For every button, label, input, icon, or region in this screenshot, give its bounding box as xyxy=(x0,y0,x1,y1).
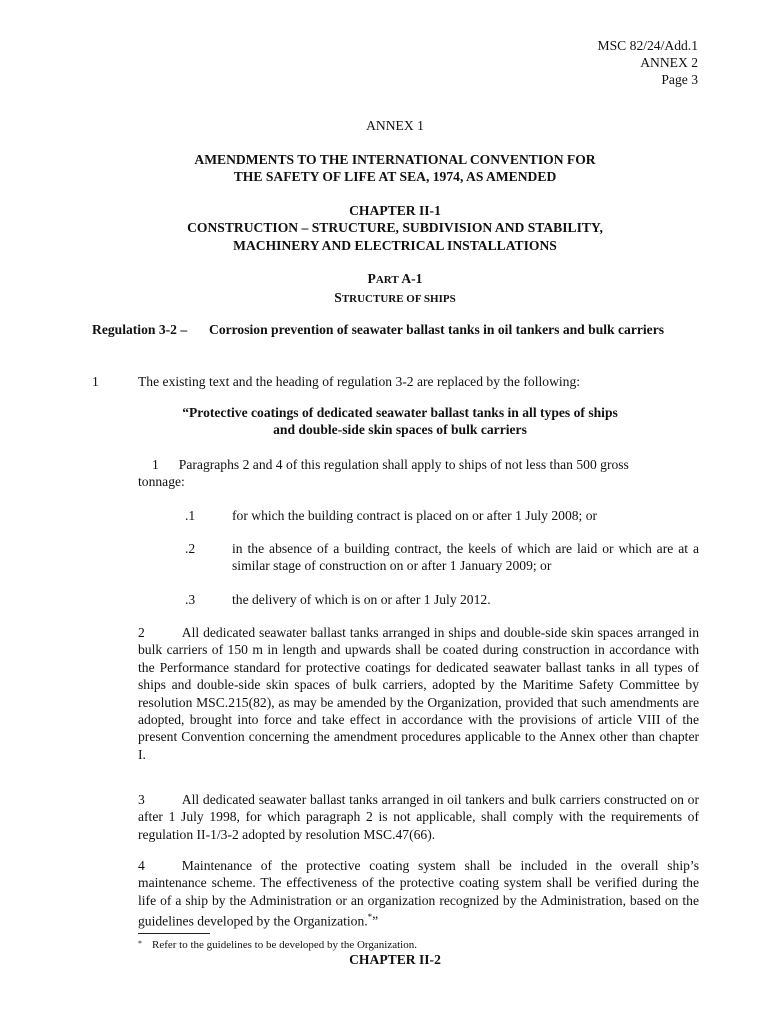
annex-title: ANNEX 1 xyxy=(366,118,424,133)
subparagraph-2-number: 2 xyxy=(138,625,145,640)
subparagraph-4-number: 4 xyxy=(138,858,145,873)
page-header xyxy=(598,37,698,88)
new-heading-line1: “Protective coatings of dedicated seawater ballast tanks in all types of ships xyxy=(182,405,618,420)
subparagraph-1-text-cont: tonnage: xyxy=(138,474,185,489)
item-1-text: for which the building contract is placed on or after 1 July 2008; or xyxy=(232,508,598,523)
item-2-number: .2 xyxy=(185,541,196,556)
item-1-number: .1 xyxy=(185,508,196,523)
chapter-title-line2: MACHINERY AND ELECTRICAL INSTALLATIONS xyxy=(233,237,557,253)
chapter-heading xyxy=(60,202,730,254)
subparagraph-2-text: All dedicated seawater ballast tanks arranged in ships and double-side skin spaces arranged in bulk carriers of 150 m in length and upwards shall be coated during construction in accordance with the Performance standard for protective coatings for dedicated seawater ballast tanks in all types of ships and double-side skin spaces of bulk carriers, adopted by the Maritime Safety Committee by resolution MSC.215(82), as may be amended by the Organization, provided that such amendments are adopted, brought into force and take effect in accordance with the provisions of article VIII of the present Convention concerning the amendment procedures applicable to the Annex other than chapter I. xyxy=(138,625,699,762)
part-title: STRUCTURE OF SHIPS xyxy=(334,290,456,306)
new-regulation-heading xyxy=(140,404,660,439)
amendments-title xyxy=(60,151,730,186)
subparagraph-3 xyxy=(138,791,699,843)
page-number: Page 3 xyxy=(661,72,698,87)
subparagraph-4-text: Maintenance of the protective coating system shall be included in the overall ship’s maintenance scheme. The effectiveness of the protective coating system shall be verified during the life of a ship by the Administration or an organization recognized by the Administration, based on the guidelines developed by the Organization. xyxy=(138,858,699,929)
subparagraph-1-number: 1 xyxy=(152,457,159,472)
subparagraph-3-text: All dedicated seawater ballast tanks arranged in oil tankers and bulk carriers constructed on or after 1 July 1998, for which paragraph 2 is not applicable, shall comply with the requirements of regulation II-1/3-2 adopted by resolution MSC.47(66). xyxy=(138,792,699,842)
paragraph-1-text: The existing text and the heading of regulation 3-2 are replaced by the following: xyxy=(138,374,581,389)
regulation-title: Corrosion prevention of seawater ballast tanks in oil tankers and bulk carriers xyxy=(209,322,665,337)
footnote-separator xyxy=(138,933,210,934)
subparagraph-1 xyxy=(152,456,629,473)
paragraph-1-number: 1 xyxy=(92,374,99,389)
annex-label: ANNEX 2 xyxy=(640,55,698,70)
footnote-mark: * xyxy=(138,939,142,948)
chapter-title-line1: CONSTRUCTION – STRUCTURE, SUBDIVISION AND STABILITY, xyxy=(187,220,603,236)
subparagraph-3-number: 3 xyxy=(138,792,145,807)
document-reference: MSC 82/24/Add.1 xyxy=(597,38,698,53)
item-3-text: the delivery of which is on or after 1 July 2012. xyxy=(232,592,491,607)
closing-quote: ” xyxy=(372,913,379,929)
amendments-title-line1: AMENDMENTS TO THE INTERNATIONAL CONVENTION FOR xyxy=(194,152,596,167)
item-3-number: .3 xyxy=(185,592,196,607)
subparagraph-2 xyxy=(138,624,699,763)
footnote-reference-mark[interactable]: * xyxy=(367,912,373,923)
next-chapter-heading: CHAPTER II-2 xyxy=(349,952,441,967)
new-heading-line2: and double-side skin spaces of bulk carriers xyxy=(273,422,527,438)
regulation-label: Regulation 3-2 – xyxy=(92,322,188,337)
part-number: PART A-1 xyxy=(367,271,423,286)
footnote-text: Refer to the guidelines to be developed by the Organization. xyxy=(152,939,417,951)
chapter-number: CHAPTER II-1 xyxy=(349,203,441,218)
item-2-text: in the absence of a building contract, the keels of which are laid or which are at a similar stage of construction on or after 1 January 2009; or xyxy=(232,541,699,574)
regulation-heading xyxy=(92,321,699,338)
subparagraph-1-text: Paragraphs 2 and 4 of this regulation shall apply to ships of not less than 500 gross xyxy=(178,457,629,472)
amendments-title-line2: THE SAFETY OF LIFE AT SEA, 1974, AS AMENDED xyxy=(233,169,557,185)
part-heading xyxy=(60,270,730,309)
subparagraph-4 xyxy=(138,857,699,930)
